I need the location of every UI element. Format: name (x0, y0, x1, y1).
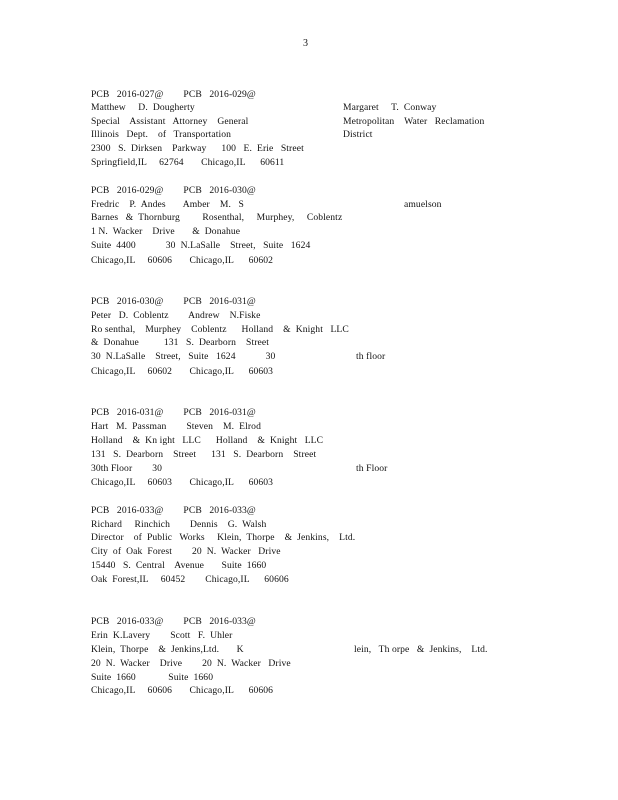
street-line: City of Oak Forest 20 N. Wacker Drive (91, 546, 281, 557)
name-line-right: Margaret T. Conway (343, 102, 437, 113)
name-line: Hart M. Passman Steven M. Elrod (91, 421, 261, 432)
org-line-2-right: District (343, 129, 373, 140)
docket-line: PCB 2016-033@ PCB 2016-033@ (91, 616, 256, 627)
org-line: Ro senthal, Murphey Coblentz Holland & Knight LLC (91, 324, 349, 335)
city-line: Oak Forest,IL 60452 Chicago,IL 60606 (91, 574, 289, 585)
org-line: Director of Public Works Klein, Thorpe & Jenkins, Ltd. (91, 532, 356, 543)
street-line: 131 S. Dearborn Street 131 S. Dearborn Street (91, 449, 317, 460)
docket-line: PCB 2016-029@ PCB 2016-030@ (91, 185, 256, 196)
city-line: Chicago,IL 60602 Chicago,IL 60603 (91, 366, 274, 377)
docket-line: PCB 2016-027@ PCB 2016-029@ (91, 89, 256, 100)
city-line: Chicago,IL 60606 Chicago,IL 60602 (91, 255, 274, 266)
org-line: Special Assistant Attorney General (91, 116, 249, 127)
street-line-2: 15440 S. Central Avenue Suite 1660 (91, 560, 267, 571)
docket-line: PCB 2016-033@ PCB 2016-033@ (91, 505, 256, 516)
name-line: Richard Rinchich Dennis G. Walsh (91, 519, 267, 530)
org-line: Klein, Thorpe & Jenkins,Ltd. K (91, 644, 244, 655)
org-line-2: & Donahue 131 S. Dearborn Street (91, 337, 269, 348)
floor-line: 30th Floor 30 (91, 463, 163, 474)
org-line-2: 1 N. Wacker Drive & Donahue (91, 226, 241, 237)
floor-line-right: th Floor (356, 463, 388, 474)
docket-line: PCB 2016-030@ PCB 2016-031@ (91, 296, 256, 307)
name-line: Fredric P. Andes Amber M. S (91, 199, 244, 210)
org-line: Barnes & Thornburg Rosenthal, Murphey, Coblentz (91, 212, 343, 223)
street-line: 20 N. Wacker Drive 20 N. Wacker Drive (91, 658, 291, 669)
name-line: Matthew D. Dougherty (91, 102, 195, 113)
org-line-right: lein, Th orpe & Jenkins, Ltd. (354, 644, 488, 655)
name-line: Erin K.Lavery Scott F. Uhler (91, 630, 233, 641)
suite-line: Suite 1660 Suite 1660 (91, 672, 214, 683)
floor-line-right: th floor (356, 351, 386, 362)
org-line-right: Metropolitan Water Reclamation (343, 116, 485, 127)
org-line: Holland & Kn ight LLC Holland & Knight LLC (91, 435, 324, 446)
name-line-right: amuelson (404, 199, 442, 210)
org-line-2: Illinois Dept. of Transportation (91, 129, 232, 140)
street-line: 2300 S. Dirksen Parkway 100 E. Erie Street (91, 143, 304, 154)
street-line: Suite 4400 30 N.LaSalle Street, Suite 1624 (91, 240, 311, 251)
docket-line: PCB 2016-031@ PCB 2016-031@ (91, 407, 256, 418)
city-line: Springfield,IL 62764 Chicago,IL 60611 (91, 157, 285, 168)
page-number: 3 (303, 38, 308, 49)
street-line: 30 N.LaSalle Street, Suite 1624 30 (91, 351, 276, 362)
city-line: Chicago,IL 60606 Chicago,IL 60606 (91, 685, 274, 696)
city-line: Chicago,IL 60603 Chicago,IL 60603 (91, 477, 274, 488)
name-line: Peter D. Coblentz Andrew N.Fiske (91, 310, 261, 321)
